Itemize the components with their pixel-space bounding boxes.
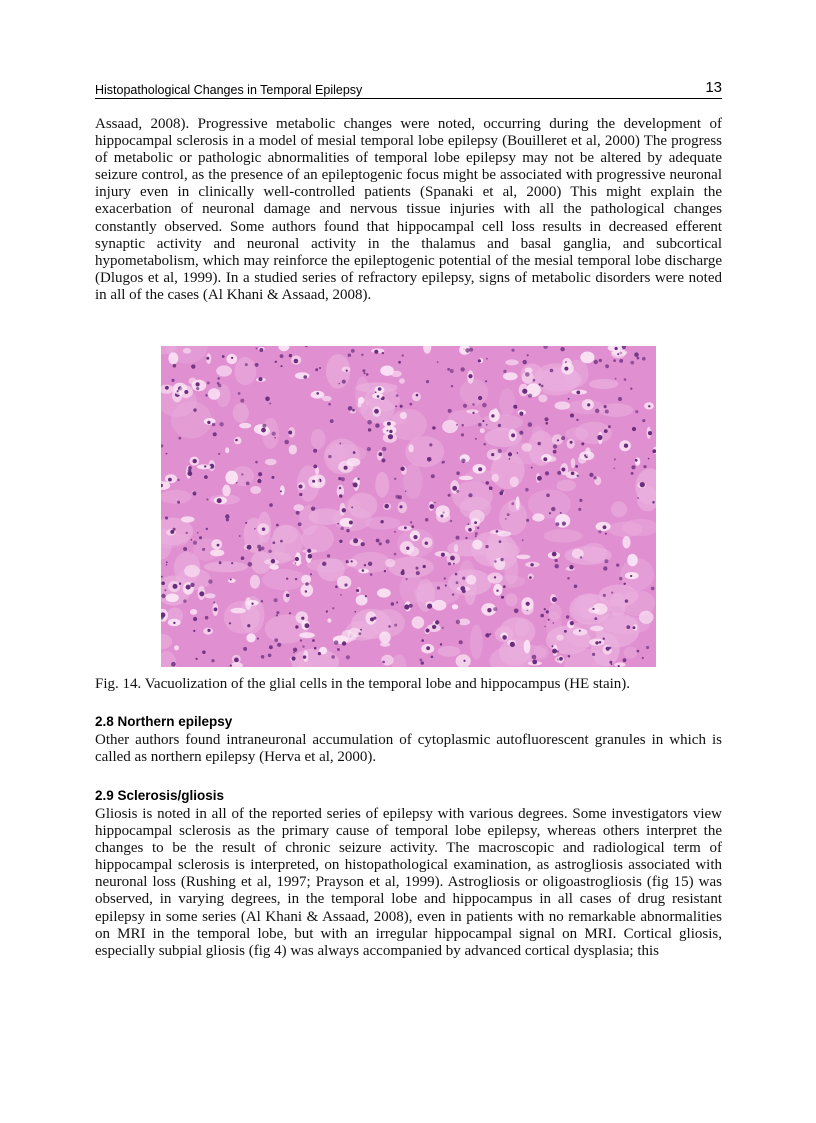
section-2-9-paragraph: Gliosis is noted in all of the reported series of epilepsy with various degrees. Some investigators view hippocampal sclerosis as the primary cause of temporal lobe epilepsy, whereas others interpret the changes to be the result of chronic seizure activity. The macroscopic and radiological term of hippocampal sclerosis is interpreted, on histopathological examination, as astrogliosis associated with neuronal loss (Rushing et al, 1997; Prayson et al, 1999). Astrogliosis or oligoastrogliosis (fig 15) was observed, in varying degrees, in the temporal lobe and hippocampus in all cases of drug resistant epilepsy in some series (Al Khani & Assaad, 2008), even in patients with no remarkable abnormalities on MRI in the temporal lobe, but with an irregular hippocampal signal on MRI. Cortical gliosis, especially subpial gliosis (fig 4) was always accompanied by advanced cortical dysplasia; this xyxy=(95,806,722,959)
running-header xyxy=(95,78,722,99)
running-header-title: Histopathological Changes in Temporal Epilepsy xyxy=(95,83,363,97)
figure-14-caption: Fig. 14. Vacuolization of the glial cells in the temporal lobe and hippocampus (HE stain). xyxy=(95,676,631,692)
section-2-9-heading: 2.9 Sclerosis/gliosis xyxy=(95,788,225,803)
section-2-8-heading: 2.8 Northern epilepsy xyxy=(95,714,233,729)
paragraph-metabolic-changes: Assaad, 2008). Progressive metabolic changes were noted, occurring during the development of hippocampal sclerosis in a model of mesial temporal lobe epilepsy (Bouilleret et al, 2000) The progress of metabolic or pathologic abnormalities of temporal lobe epilepsy may not be altered by adequate seizure control, as the presence of an epileptogenic focus might be associated with progressive neuronal injury even in clinically well-controlled patients (Spanaki et al, 2000) This might explain the exacerbation of neuronal damage and nervous tissue injuries with all the pathological changes constantly observed. Some authors found that hippocampal cell loss results in decreased efferent synaptic activity and neuronal activity in the thalamus and basal ganglia, and subcortical hypometabolism, which may reinforce the epileptogenic potential of the mesial temporal lobe discharge (Dlugos et al, 1999). In a studied series of refractory epilepsy, signs of metabolic disorders were noted in all of the cases (Al Khani & Assaad, 2008). xyxy=(95,116,722,303)
he-stain-micrograph-image xyxy=(161,346,656,667)
page-number: 13 xyxy=(705,79,722,96)
section-2-8-paragraph: Other authors found intraneuronal accumulation of cytoplasmic autofluorescent granules in which is called as northern epilepsy (Herva et al, 2000). xyxy=(95,732,722,766)
figure-14-micrograph xyxy=(161,346,656,667)
